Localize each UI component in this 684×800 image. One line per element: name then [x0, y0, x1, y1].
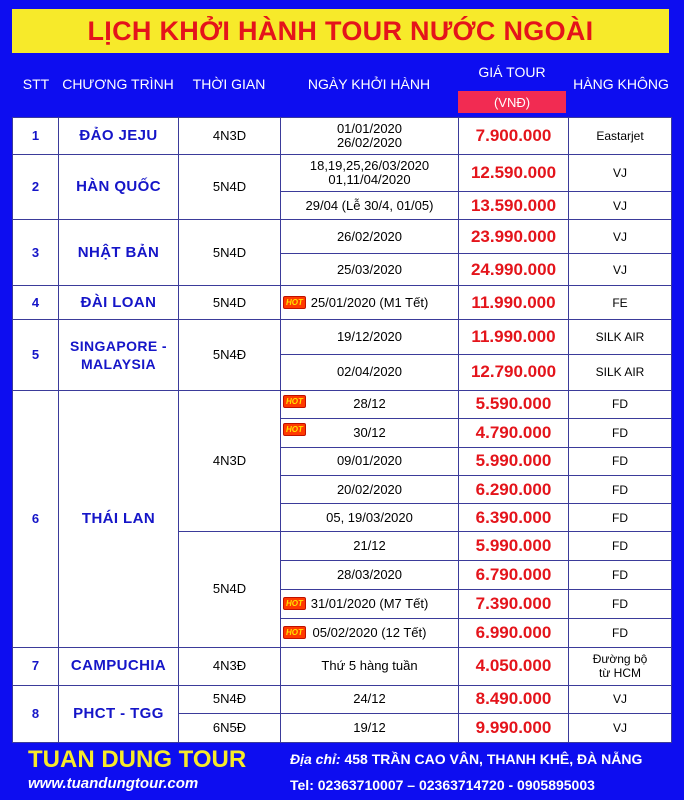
duration-cell: 5N4Đ [179, 685, 281, 713]
title-text: LỊCH KHỞI HÀNH TOUR NƯỚC NGOÀI [87, 15, 594, 46]
departure-text: 25/01/2020 (M1 Tết) [310, 294, 429, 310]
departure-line: 18,19,25,26/03/2020 [309, 158, 430, 174]
price-cell: 9.990.000 [459, 713, 569, 742]
website-link[interactable]: www.tuandungtour.com [28, 775, 199, 792]
program-cell: ĐẢO JEJU [59, 118, 179, 155]
header-program: CHƯƠNG TRÌNH [62, 76, 174, 92]
price-cell: 6.790.000 [459, 561, 569, 590]
phone-label: Tel: [290, 777, 314, 793]
price-cell: 5.590.000 [459, 390, 569, 418]
stt-cell: 6 [13, 390, 59, 647]
airline-cell: FD [569, 476, 672, 504]
airline-cell: VJ [569, 685, 672, 713]
stt-cell: 4 [13, 286, 59, 319]
departure-cell: 02/04/2020 [281, 354, 459, 390]
stt-cell: 3 [13, 220, 59, 286]
price-cell: 6.990.000 [459, 619, 569, 647]
table-row [13, 155, 672, 192]
departure-cell: 29/04 (Lễ 30/4, 01/05) [281, 192, 459, 220]
departure-text: 31/01/2020 (M7 Tết) [310, 596, 429, 612]
departure-cell: 19/12/2020 [281, 319, 459, 354]
airline-cell: SILK AIR [569, 354, 672, 390]
program-cell: THÁI LAN [59, 390, 179, 647]
table-row [13, 647, 672, 685]
address-line [290, 751, 642, 767]
header-stt: STT [22, 76, 50, 92]
departure-cell: 26/02/2020 [281, 220, 459, 254]
airline-cell: FD [569, 447, 672, 475]
brand-name: TUAN DUNG TOUR [28, 746, 247, 773]
schedule-table [12, 117, 671, 743]
program-cell [59, 319, 179, 390]
airline-cell: FD [569, 390, 672, 418]
stt-cell: 2 [13, 155, 59, 220]
departure-text: 05/02/2020 (12 Tết) [312, 624, 427, 640]
departure-text: 28/12 [353, 396, 386, 412]
departure-text: 30/12 [353, 424, 386, 440]
airline-line: từ HCM [598, 666, 642, 681]
table-row [13, 118, 672, 155]
airline-cell: FD [569, 619, 672, 647]
header-price: GIÁ TOUR [478, 64, 546, 80]
airline-cell: FE [569, 286, 672, 319]
stt-cell: 7 [13, 647, 59, 685]
departure-cell: 24/12 [281, 685, 459, 713]
program-cell: PHCT - TGG [59, 685, 179, 742]
hot-badge-icon: HOT [283, 597, 306, 610]
price-cell: 5.990.000 [459, 532, 569, 561]
price-cell: 12.790.000 [459, 354, 569, 390]
price-cell: 13.590.000 [459, 192, 569, 220]
airline-cell: VJ [569, 713, 672, 742]
hot-badge-icon: HOT [283, 626, 306, 639]
price-cell: 11.990.000 [459, 319, 569, 354]
departure-cell [281, 418, 459, 447]
table-row [13, 390, 672, 418]
airline-cell: VJ [569, 220, 672, 254]
departure-cell: Thứ 5 hàng tuần [281, 647, 459, 685]
hot-badge-icon: HOT [283, 423, 306, 436]
departure-cell: 09/01/2020 [281, 447, 459, 475]
table-row [13, 286, 672, 319]
duration-cell: 5N4D [179, 532, 281, 647]
airline-cell: VJ [569, 192, 672, 220]
address-label: Địa chỉ: [290, 751, 341, 767]
airline-cell: SILK AIR [569, 319, 672, 354]
duration-cell: 5N4Đ [179, 319, 281, 390]
program-cell: ĐÀI LOAN [59, 286, 179, 319]
departure-cell [281, 118, 459, 155]
airline-cell: VJ [569, 155, 672, 192]
header-airline: HÀNG KHÔNG [573, 76, 669, 92]
program-cell: HÀN QUỐC [59, 155, 179, 220]
header-duration: THỜI GIAN [192, 76, 266, 92]
airline-cell: Eastarjet [569, 118, 672, 155]
airline-cell: FD [569, 561, 672, 590]
price-cell: 5.990.000 [459, 447, 569, 475]
price-cell: 4.050.000 [459, 647, 569, 685]
program-line: SINGAPORE - [70, 337, 167, 354]
header-departure: NGÀY KHỞI HÀNH [307, 76, 431, 92]
departure-cell [281, 390, 459, 418]
departure-cell: 25/03/2020 [281, 254, 459, 286]
airline-cell: VJ [569, 254, 672, 286]
duration-cell: 5N4D [179, 220, 281, 286]
program-cell: CAMPUCHIA [59, 647, 179, 685]
duration-cell: 6N5Đ [179, 713, 281, 742]
price-cell: 24.990.000 [459, 254, 569, 286]
airline-cell: FD [569, 504, 672, 532]
currency-label: (VNĐ) [493, 94, 531, 110]
departure-cell [281, 590, 459, 619]
price-cell: 23.990.000 [459, 220, 569, 254]
currency-badge [458, 91, 566, 113]
price-cell: 7.390.000 [459, 590, 569, 619]
phone-line [290, 777, 595, 793]
price-cell: 11.990.000 [459, 286, 569, 319]
departure-cell: 20/02/2020 [281, 476, 459, 504]
departure-cell [281, 619, 459, 647]
airline-cell: FD [569, 590, 672, 619]
stt-cell: 8 [13, 685, 59, 742]
duration-cell: 4N3Đ [179, 647, 281, 685]
departure-line: 01/01/2020 [336, 121, 403, 137]
page-title [12, 9, 669, 53]
hot-badge-icon: HOT [283, 395, 306, 408]
price-cell: 7.900.000 [459, 118, 569, 155]
hot-badge-icon: HOT [283, 296, 306, 309]
program-line: MALAYSIA [80, 355, 157, 372]
table-row [13, 319, 672, 354]
departure-cell [281, 286, 459, 319]
price-cell: 6.390.000 [459, 504, 569, 532]
duration-cell: 5N4D [179, 286, 281, 319]
phone-numbers[interactable]: 02363710007 – 02363714720 - 0905895003 [317, 777, 595, 793]
departure-line: 26/02/2020 [336, 135, 403, 151]
price-cell: 4.790.000 [459, 418, 569, 447]
airline-cell [569, 647, 672, 685]
stt-cell: 1 [13, 118, 59, 155]
stt-cell: 5 [13, 319, 59, 390]
table-row [13, 220, 672, 254]
price-cell: 8.490.000 [459, 685, 569, 713]
departure-cell: 21/12 [281, 532, 459, 561]
duration-cell: 4N3D [179, 118, 281, 155]
airline-cell: FD [569, 532, 672, 561]
price-cell: 6.290.000 [459, 476, 569, 504]
departure-cell: 19/12 [281, 713, 459, 742]
departure-cell: 05, 19/03/2020 [281, 504, 459, 532]
departure-cell [281, 155, 459, 192]
address-text: 458 TRẦN CAO VÂN, THANH KHÊ, ĐÀ NẴNG [344, 751, 643, 767]
program-cell: NHẬT BẢN [59, 220, 179, 286]
duration-cell: 4N3D [179, 390, 281, 531]
table-row [13, 685, 672, 713]
airline-cell: FD [569, 418, 672, 447]
duration-cell: 5N4D [179, 155, 281, 220]
airline-line: Đường bộ [592, 652, 648, 667]
departure-line: 01,11/04/2020 [328, 172, 411, 188]
departure-cell: 28/03/2020 [281, 561, 459, 590]
price-cell: 12.590.000 [459, 155, 569, 192]
